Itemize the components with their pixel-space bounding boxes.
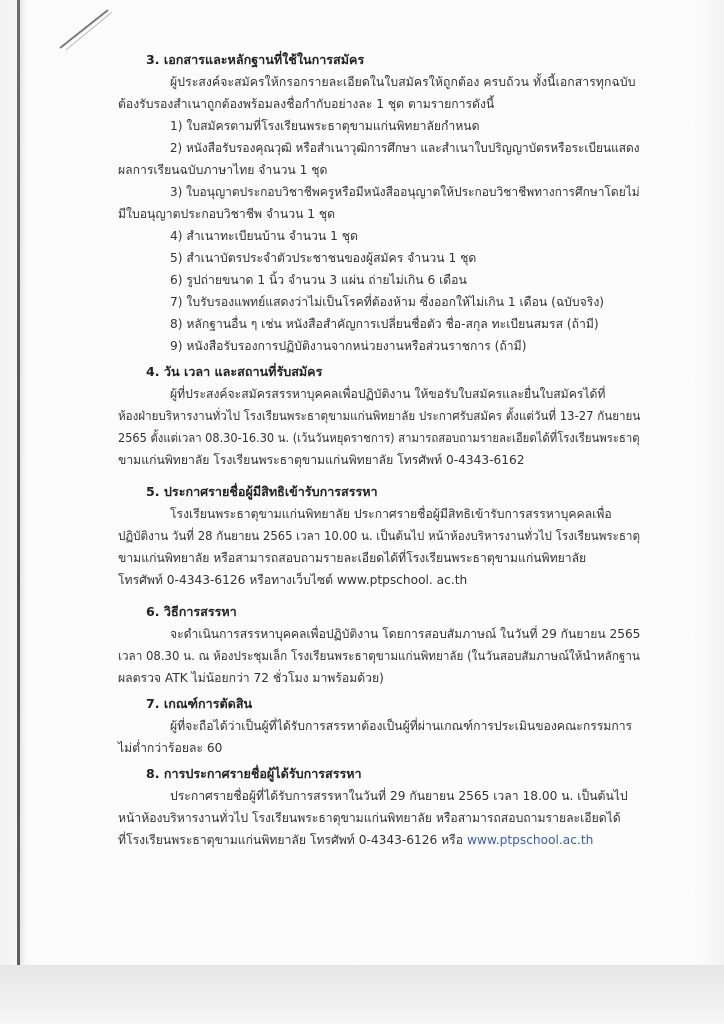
section-8-line-1: ประกาศรายชื่อผู้ที่ได้รับการสรรหาในวันที่ 29 กันยายน 2565 เวลา 18.00 น. เป็นต้นไป [170,789,628,803]
section-3-intro-line-1: ผู้ประสงค์จะสมัครให้กรอกรายละเอียดในใบสมัครให้ถูกต้อง ครบถ้วน ทั้งนี้เอกสารทุกฉบับ [170,75,636,89]
section-7-heading: 7. เกณฑ์การตัดสิน [146,696,253,711]
section-4-line-4: ขามแก่นพิทยาลัย โรงเรียนพระธาตุขามแก่นพิทยาลัย โทรศัพท์ 0-4343-6162 [118,453,525,467]
section-5-heading: 5. ประกาศรายชื่อผู้มีสิทธิเข้ารับการสรรหา [146,484,378,499]
section-3-item-2-line-1: 2) หนังสือรับรองคุณวุฒิ หรือสำเนาวุฒิการศึกษา และสำเนาใบปริญญาบัตรหรือระเบียนแสดง [170,141,640,155]
section-4-line-2: ห้องฝ่ายบริหารงานทั่วไป โรงเรียนพระธาตุขามแก่นพิทยาลัย ประกาศรับสมัคร ตั้งแต่วันที่ 13-27 กันยายน [118,409,641,423]
section-8-line-3 [118,832,593,848]
section-3-item-2-line-2: ผลการเรียนฉบับภาษาไทย จำนวน 1 ชุด [118,163,328,177]
section-5-line-2: ปฏิบัติงาน วันที่ 28 กันยายน 2565 เวลา 10.00 น. เป็นต้นไป หน้าห้องบริหารงานทั่วไป โรงเรียนพระธาตุ [118,529,641,543]
section-8-heading: 8. การประกาศรายชื่อผู้ได้รับการสรรหา [146,766,362,781]
section-5-line-1: โรงเรียนพระธาตุขามแก่นพิทยาลัย ประกาศรายชื่อผู้มีสิทธิเข้ารับการสรรหาบุคคลเพื่อ [170,507,612,521]
section-7-line-2: ไม่ต่ำกว่าร้อยละ 60 [118,741,223,755]
section-3-heading: 3. เอกสารและหลักฐานที่ใช้ในการสมัคร [146,52,365,67]
section-3-item-8: 8) หลักฐานอื่น ๆ เช่น หนังสือสำคัญการเปลี่ยนชื่อตัว ชื่อ-สกุล ทะเบียนสมรส (ถ้ามี) [170,317,599,331]
section-3-intro-line-2: ต้องรับรองสำเนาถูกต้องพร้อมลงชื่อกำกับอย่างละ 1 ชุด ตามรายการดังนี้ [118,97,495,111]
section-4-heading: 4. วัน เวลา และสถานที่รับสมัคร [146,364,323,379]
section-5-line-3: ขามแก่นพิทยาลัย หรือสามารถสอบถามรายละเอียดได้ที่โรงเรียนพระธาตุขามแก่นพิทยาลัย [118,551,587,565]
section-6-heading: 6. วิธีการสรรหา [146,604,237,619]
section-6-line-2: เวลา 08.30 น. ณ ห้องประชุมเล็ก โรงเรียนพระธาตุขามแก่นพิทยาลัย (ในวันสอบสัมภาษณ์ให้นำหลักฐาน [118,649,640,663]
section-7-line-1: ผู้ที่จะถือได้ว่าเป็นผู้ที่ได้รับการสรรหาต้องเป็นผู้ที่ผ่านเกณฑ์การประเมินของคณะกรรมการ [170,719,633,733]
section-4-line-3: 2565 ตั้งแต่เวลา 08.30-16.30 น. (เว้นวันหยุดราชการ) สามารถสอบถามรายละเอียดได้ที่โรงเรียนพระธาตุ [118,431,640,445]
section-6-line-1: จะดำเนินการสรรหาบุคคลเพื่อปฏิบัติงาน โดยการสอบสัมภาษณ์ ในวันที่ 29 กันยายน 2565 [170,627,641,641]
section-3-item-5: 5) สำเนาบัตรประจำตัวประชาชนของผู้สมัคร จำนวน 1 ชุด [170,251,477,265]
section-3-item-1: 1) ใบสมัครตามที่โรงเรียนพระธาตุขามแก่นพิทยาลัยกำหนด [170,119,480,133]
section-3-item-3-line-2: มีใบอนุญาตประกอบวิชาชีพ จำนวน 1 ชุด [118,207,336,221]
section-3-item-3-line-1: 3) ใบอนุญาตประกอบวิชาชีพครูหรือมีหนังสืออนุญาตให้ประกอบวิชาชีพทางการศึกษาโดยไม่ [170,185,640,199]
section-8-line-3-text: ที่โรงเรียนพระธาตุขามแก่นพิทยาลัย โทรศัพท์ 0-4343-6126 หรือ [118,833,464,847]
section-8-line-2: หน้าห้องบริหารงานทั่วไป โรงเรียนพระธาตุขามแก่นพิทยาลัย หรือสามารถสอบถามรายละเอียดได้ [118,811,621,825]
school-website-link[interactable]: www.ptpschool.ac.th [466,833,594,847]
section-3-item-4: 4) สำเนาทะเบียนบ้าน จำนวน 1 ชุด [170,229,358,243]
scan-bottom-margin [0,965,724,1024]
section-6-line-3: ผลตรวจ ATK ไม่น้อยกว่า 72 ชั่วโมง มาพร้อมด้วย) [118,671,384,685]
section-5-line-4: โทรศัพท์ 0-4343-6126 หรือทางเว็บไซต์ www.ptpschool. ac.th [118,573,468,587]
section-3-item-6: 6) รูปถ่ายขนาด 1 นิ้ว จำนวน 3 แผ่น ถ่ายไม่เกิน 6 เดือน [170,273,467,287]
section-3-item-9: 9) หนังสือรับรองการปฏิบัติงานจากหน่วยงานหรือส่วนราชการ (ถ้ามี) [170,339,527,353]
section-3-item-7: 7) ใบรับรองแพทย์แสดงว่าไม่เป็นโรคที่ต้องห้าม ซึ่งออกให้ไม่เกิน 1 เดือน (ฉบับจริง) [170,295,605,309]
section-4-line-1: ผู้ที่ประสงค์จะสมัครสรรหาบุคคลเพื่อปฏิบัติงาน ให้ขอรับใบสมัครและยื่นใบสมัครได้ที่ [170,387,606,401]
